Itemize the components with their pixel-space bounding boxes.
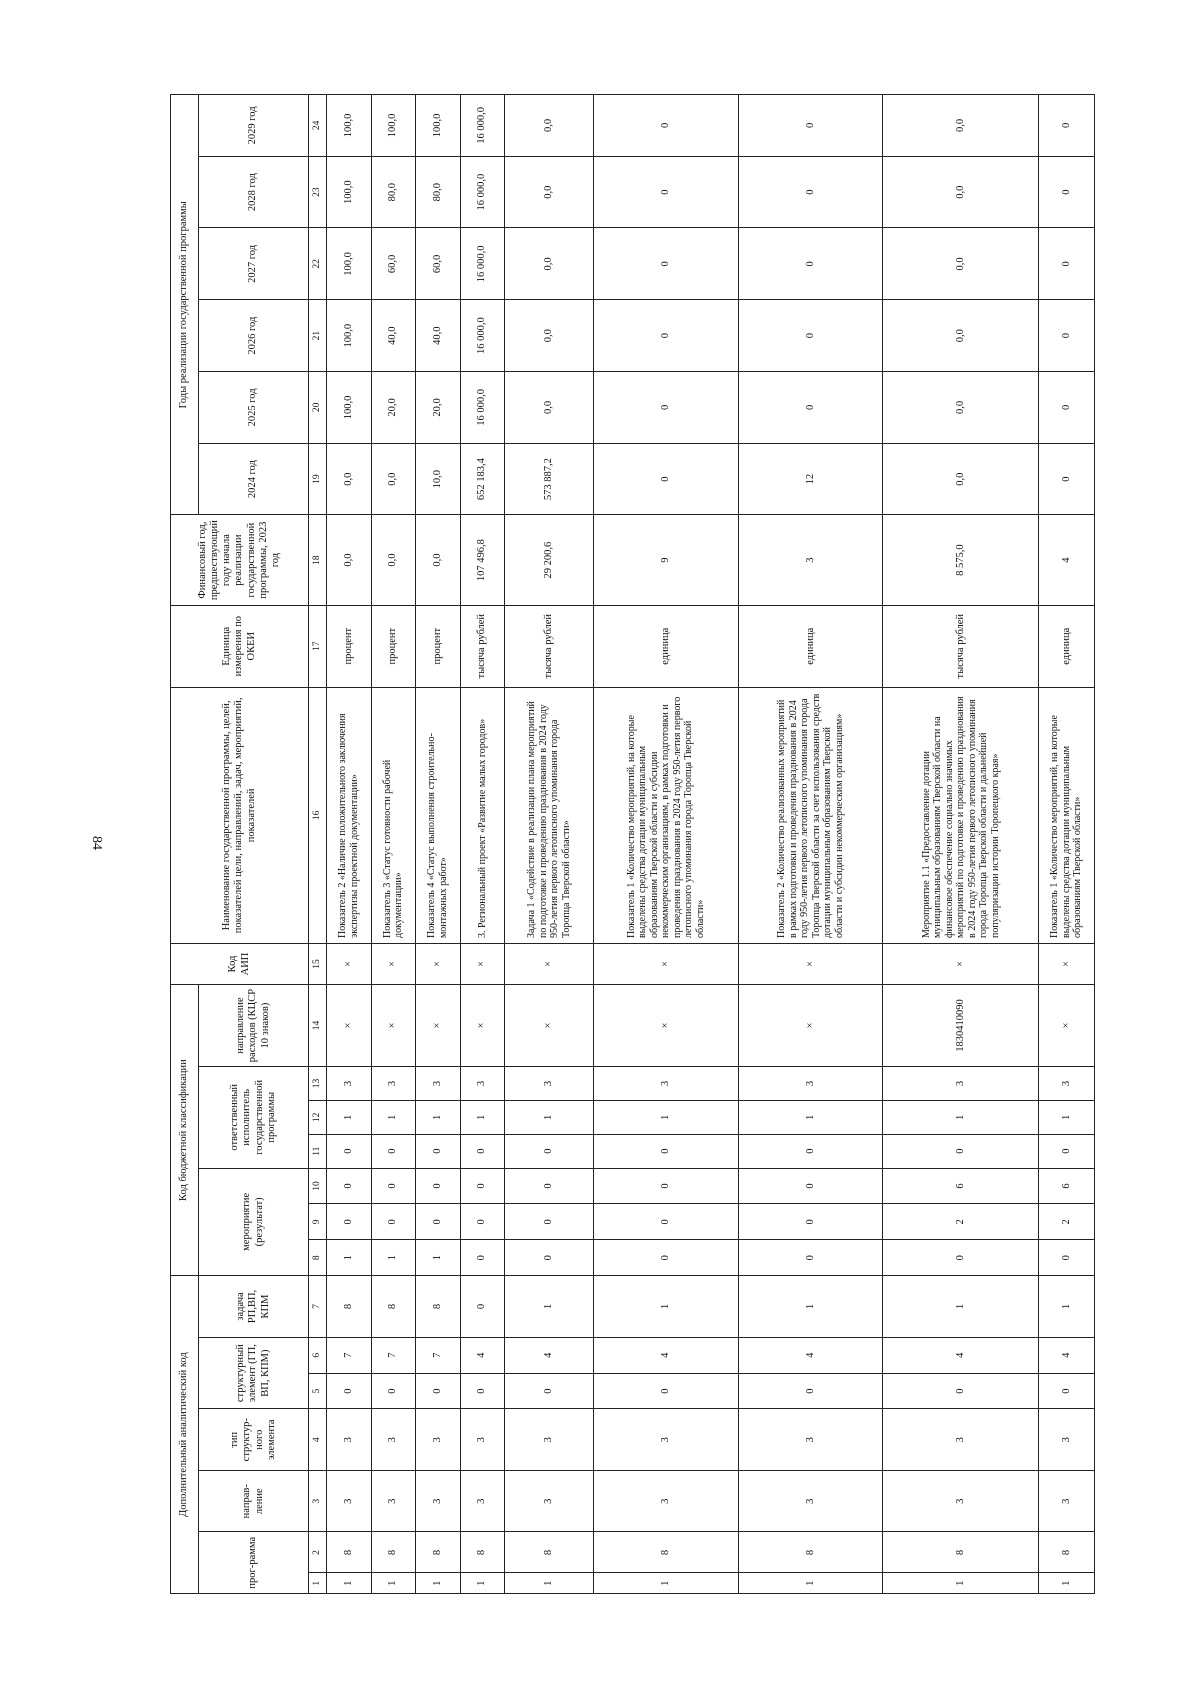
- code-cell: 6: [883, 1168, 1039, 1204]
- base-year-value: 29 200,6: [505, 515, 594, 605]
- indicator-name-cell: 3. Региональный проект «Развитие малых городов»: [460, 687, 505, 943]
- year-value: 0: [594, 228, 739, 300]
- column-number: 12: [309, 1100, 327, 1134]
- unit-cell: процент: [327, 605, 372, 687]
- year-value: 0,0: [505, 156, 594, 228]
- code-cell: 1: [594, 1276, 739, 1338]
- code-cell: 8: [738, 1532, 883, 1573]
- table-row: [738, 95, 883, 1594]
- code-cell: 3: [327, 1409, 372, 1471]
- header-group-budget: Код бюджетной классификации: [171, 985, 199, 1276]
- code-cell: 0: [594, 1240, 739, 1276]
- year-value: 16 000,0: [460, 372, 505, 444]
- year-value: 100,0: [327, 300, 372, 372]
- header-structural: структурный элемент (ГП, ВП, КПМ): [199, 1337, 309, 1409]
- code-cell: 3: [371, 1067, 416, 1101]
- code-cell: 1: [416, 1240, 461, 1276]
- header-task: задача РП,ВП, КПМ: [199, 1276, 309, 1338]
- header-base-year: Финансовый год, предшествующий году начала реализации государственной программы, 2023 год: [171, 515, 309, 605]
- year-value: 40,0: [416, 300, 461, 372]
- code-cell: 0: [371, 1373, 416, 1409]
- code-cell: 6: [1039, 1168, 1095, 1204]
- aip-cell: ×: [738, 944, 883, 985]
- code-cell: 3: [371, 1409, 416, 1471]
- code-cell: 3: [327, 1067, 372, 1101]
- code-cell: 0: [1039, 1240, 1095, 1276]
- code-cell: 3: [416, 1409, 461, 1471]
- year-value: 0,0: [883, 228, 1039, 300]
- year-value: 0: [1039, 372, 1095, 444]
- base-year-value: 0,0: [371, 515, 416, 605]
- expense-code-cell: ×: [1039, 985, 1095, 1067]
- code-cell: 3: [738, 1471, 883, 1533]
- year-value: 0: [594, 443, 739, 515]
- header-group-years: Годы реализации государственной программы: [171, 95, 199, 516]
- expense-code-cell: ×: [327, 985, 372, 1067]
- table-row: [883, 95, 1039, 1594]
- code-cell: 1: [594, 1573, 739, 1594]
- code-cell: 3: [738, 1067, 883, 1101]
- year-value: 60,0: [416, 228, 461, 300]
- year-value: 0,0: [883, 300, 1039, 372]
- year-value: 60,0: [371, 228, 416, 300]
- code-cell: 3: [594, 1067, 739, 1101]
- table-row: [460, 95, 505, 1594]
- base-year-value: 4: [1039, 515, 1095, 605]
- base-year-value: 8 575,0: [883, 515, 1039, 605]
- code-cell: 0: [1039, 1134, 1095, 1168]
- unit-cell: единица: [594, 605, 739, 687]
- code-cell: 8: [371, 1276, 416, 1338]
- base-year-value: 0,0: [327, 515, 372, 605]
- code-cell: 8: [1039, 1532, 1095, 1573]
- year-value: 0,0: [371, 443, 416, 515]
- code-cell: 0: [460, 1168, 505, 1204]
- unit-cell: тысяча рублей: [460, 605, 505, 687]
- header-measure: мероприятие (результат): [199, 1168, 309, 1276]
- indicator-name-cell: Показатель 1 «Количество мероприятий, на которые выделены средства дотации муниципальным образованиям Тверской области и субсидии некоммерческим организациям, в рамках подготовки и проведения празднования в 2024 году 950-летия первого летописного упоминания города Торопца Тверской области»: [594, 687, 739, 943]
- header-year-1: 2024 год: [199, 443, 309, 515]
- code-cell: 1: [371, 1240, 416, 1276]
- year-value: 0: [738, 95, 883, 157]
- code-cell: 1: [460, 1573, 505, 1594]
- code-cell: 0: [883, 1134, 1039, 1168]
- column-number: 16: [309, 687, 327, 943]
- code-cell: 3: [594, 1471, 739, 1533]
- code-cell: 0: [505, 1168, 594, 1204]
- unit-cell: процент: [371, 605, 416, 687]
- year-value: 0,0: [505, 300, 594, 372]
- code-cell: 1: [416, 1100, 461, 1134]
- code-cell: 1: [594, 1100, 739, 1134]
- code-cell: 0: [594, 1134, 739, 1168]
- year-value: 0: [594, 156, 739, 228]
- code-cell: 3: [883, 1067, 1039, 1101]
- aip-cell: ×: [416, 944, 461, 985]
- year-value: 0,0: [505, 228, 594, 300]
- code-cell: 1: [505, 1573, 594, 1594]
- code-cell: 0: [738, 1240, 883, 1276]
- aip-cell: ×: [883, 944, 1039, 985]
- code-cell: 3: [460, 1067, 505, 1101]
- code-cell: 1: [738, 1100, 883, 1134]
- code-cell: 0: [738, 1204, 883, 1240]
- year-value: 0,0: [505, 372, 594, 444]
- code-cell: 2: [1039, 1204, 1095, 1240]
- code-cell: 1: [883, 1276, 1039, 1338]
- column-number: 8: [309, 1240, 327, 1276]
- expense-code-cell: 1830410090: [883, 985, 1039, 1067]
- code-cell: 0: [738, 1134, 883, 1168]
- year-value: 16 000,0: [460, 156, 505, 228]
- base-year-value: 107 496,8: [460, 515, 505, 605]
- code-cell: 0: [460, 1373, 505, 1409]
- code-cell: 4: [1039, 1337, 1095, 1373]
- code-cell: 0: [505, 1134, 594, 1168]
- code-cell: 4: [505, 1337, 594, 1373]
- code-cell: 3: [505, 1471, 594, 1533]
- code-cell: 0: [594, 1373, 739, 1409]
- table-row: [1039, 95, 1095, 1594]
- header-year-5: 2028 год: [199, 156, 309, 228]
- year-value: 0: [738, 300, 883, 372]
- aip-cell: ×: [460, 944, 505, 985]
- indicator-name-cell: Мероприятие 1.1 «Предоставление дотации муниципальным образованиям Тверской области на финансовое обеспечение социально значимых мероприятий по подготовке и проведению празднования в 2024 году 950-летия первого летописного упоминания города Торопца Тверской области и дальнейшей популяризации истории Торопецкого края»: [883, 687, 1039, 943]
- code-cell: 0: [460, 1134, 505, 1168]
- year-value: 0: [1039, 156, 1095, 228]
- code-cell: 8: [327, 1276, 372, 1338]
- code-cell: 2: [883, 1204, 1039, 1240]
- year-value: 0: [594, 372, 739, 444]
- code-cell: 0: [883, 1240, 1039, 1276]
- code-cell: 1: [371, 1573, 416, 1594]
- code-cell: 0: [594, 1204, 739, 1240]
- page-number: 84: [89, 836, 104, 850]
- year-value: 0,0: [883, 156, 1039, 228]
- code-cell: 1: [1039, 1276, 1095, 1338]
- code-cell: 0: [371, 1204, 416, 1240]
- column-number: 15: [309, 944, 327, 985]
- code-cell: 0: [505, 1204, 594, 1240]
- code-cell: 3: [883, 1409, 1039, 1471]
- year-value: 0: [1039, 300, 1095, 372]
- indicator-name-cell: Показатель 4 «Статус выполнения строительно-монтажных работ»: [416, 687, 461, 943]
- indicator-name-cell: Задача 1 «Содействие в реализации плана мероприятий по подготовке и проведению празднования в 2024 году 950-летия первого летописного упоминания города Торопца Тверской области»: [505, 687, 594, 943]
- table-row: [371, 95, 416, 1594]
- code-cell: 0: [371, 1168, 416, 1204]
- code-cell: 8: [416, 1276, 461, 1338]
- year-value: 0: [594, 300, 739, 372]
- code-cell: 1: [505, 1100, 594, 1134]
- code-cell: 3: [460, 1471, 505, 1533]
- year-value: 0: [738, 228, 883, 300]
- code-cell: 3: [1039, 1067, 1095, 1101]
- code-cell: 3: [416, 1067, 461, 1101]
- code-cell: 0: [416, 1134, 461, 1168]
- header-year-2: 2025 год: [199, 372, 309, 444]
- header-type: тип структур-ного элемента: [199, 1409, 309, 1471]
- code-cell: 3: [505, 1409, 594, 1471]
- indicator-name-cell: Показатель 1 «Количество мероприятий, на которые выделены средства дотации муниципальным образованиям Тверской области»: [1039, 687, 1095, 943]
- year-value: 0,0: [327, 443, 372, 515]
- year-value: 0: [1039, 95, 1095, 157]
- code-cell: 3: [1039, 1409, 1095, 1471]
- column-number: 6: [309, 1337, 327, 1373]
- aip-cell: ×: [594, 944, 739, 985]
- code-cell: 3: [327, 1471, 372, 1533]
- header-program: прог-рамма: [199, 1532, 309, 1594]
- code-cell: 1: [327, 1573, 372, 1594]
- code-cell: 0: [327, 1134, 372, 1168]
- code-cell: 0: [738, 1373, 883, 1409]
- code-cell: 0: [883, 1373, 1039, 1409]
- year-value: 80,0: [416, 156, 461, 228]
- year-value: 100,0: [327, 156, 372, 228]
- year-value: 100,0: [327, 95, 372, 157]
- year-value: 0,0: [883, 372, 1039, 444]
- header-unit: Единица измерения по ОКЕИ: [171, 605, 309, 687]
- indicator-table: [170, 94, 1095, 1594]
- year-value: 12: [738, 443, 883, 515]
- code-cell: 7: [371, 1337, 416, 1373]
- code-cell: 3: [460, 1409, 505, 1471]
- year-value: 100,0: [327, 228, 372, 300]
- header-expense: направление расходов (КЦСР 10 знаков): [199, 985, 309, 1067]
- table-row: [505, 95, 594, 1594]
- column-number: 7: [309, 1276, 327, 1338]
- code-cell: 1: [738, 1573, 883, 1594]
- column-number: 18: [309, 515, 327, 605]
- code-cell: 0: [327, 1168, 372, 1204]
- code-cell: 8: [505, 1532, 594, 1573]
- code-cell: 1: [883, 1100, 1039, 1134]
- column-number: 22: [309, 228, 327, 300]
- year-value: 16 000,0: [460, 300, 505, 372]
- code-cell: 8: [416, 1532, 461, 1573]
- code-cell: 3: [883, 1471, 1039, 1533]
- column-number: 1: [309, 1573, 327, 1594]
- year-value: 0: [594, 95, 739, 157]
- aip-cell: ×: [371, 944, 416, 985]
- unit-cell: единица: [738, 605, 883, 687]
- aip-cell: ×: [1039, 944, 1095, 985]
- code-cell: 0: [1039, 1373, 1095, 1409]
- code-cell: 3: [1039, 1471, 1095, 1533]
- header-direction: направ-ление: [199, 1471, 309, 1533]
- code-cell: 0: [416, 1168, 461, 1204]
- code-cell: 0: [505, 1373, 594, 1409]
- code-cell: 1: [1039, 1573, 1095, 1594]
- code-cell: 3: [594, 1409, 739, 1471]
- code-cell: 0: [327, 1204, 372, 1240]
- header-year-6: 2029 год: [199, 95, 309, 157]
- table-row: [594, 95, 739, 1594]
- column-number: 21: [309, 300, 327, 372]
- year-value: 100,0: [327, 372, 372, 444]
- year-value: 0,0: [883, 95, 1039, 157]
- code-cell: 7: [416, 1337, 461, 1373]
- column-number: 5: [309, 1373, 327, 1409]
- unit-cell: тысяча рублей: [505, 605, 594, 687]
- code-cell: 1: [1039, 1100, 1095, 1134]
- column-number: 17: [309, 605, 327, 687]
- year-value: 16 000,0: [460, 95, 505, 157]
- column-number: 19: [309, 443, 327, 515]
- code-cell: 0: [416, 1204, 461, 1240]
- code-cell: 8: [594, 1532, 739, 1573]
- code-cell: 8: [460, 1532, 505, 1573]
- column-number: 9: [309, 1204, 327, 1240]
- code-cell: 3: [505, 1067, 594, 1101]
- header-executor: ответственный исполнитель государственной программы: [199, 1067, 309, 1168]
- header-year-4: 2027 год: [199, 228, 309, 300]
- code-cell: 4: [738, 1337, 883, 1373]
- column-number: 3: [309, 1471, 327, 1533]
- code-cell: 4: [460, 1337, 505, 1373]
- year-value: 80,0: [371, 156, 416, 228]
- header-group-analytic: Дополнительный аналитический код: [171, 1276, 199, 1594]
- base-year-value: 0,0: [416, 515, 461, 605]
- year-value: 652 183,4: [460, 443, 505, 515]
- landscape-table-wrapper: [170, 94, 1095, 1594]
- unit-cell: тысяча рублей: [883, 605, 1039, 687]
- code-cell: 8: [371, 1532, 416, 1573]
- code-cell: 0: [460, 1276, 505, 1338]
- code-cell: 3: [416, 1471, 461, 1533]
- expense-code-cell: ×: [371, 985, 416, 1067]
- aip-cell: ×: [327, 944, 372, 985]
- code-cell: 0: [505, 1240, 594, 1276]
- expense-code-cell: ×: [594, 985, 739, 1067]
- code-cell: 0: [327, 1373, 372, 1409]
- header-year-3: 2026 год: [199, 300, 309, 372]
- code-cell: 1: [327, 1100, 372, 1134]
- code-cell: 1: [327, 1240, 372, 1276]
- year-value: 16 000,0: [460, 228, 505, 300]
- expense-code-cell: ×: [416, 985, 461, 1067]
- code-cell: 1: [460, 1100, 505, 1134]
- year-value: 20,0: [371, 372, 416, 444]
- year-value: 40,0: [371, 300, 416, 372]
- code-cell: 8: [327, 1532, 372, 1573]
- year-value: 0: [1039, 443, 1095, 515]
- year-value: 0: [1039, 228, 1095, 300]
- year-value: 573 887,2: [505, 443, 594, 515]
- year-value: 0,0: [883, 443, 1039, 515]
- base-year-value: 9: [594, 515, 739, 605]
- table-row: [416, 95, 461, 1594]
- code-cell: 8: [883, 1532, 1039, 1573]
- year-value: 0: [738, 372, 883, 444]
- column-number: 24: [309, 95, 327, 157]
- code-cell: 0: [460, 1204, 505, 1240]
- year-value: 20,0: [416, 372, 461, 444]
- code-cell: 0: [738, 1168, 883, 1204]
- table-row: [327, 95, 372, 1594]
- code-cell: 0: [371, 1134, 416, 1168]
- unit-cell: процент: [416, 605, 461, 687]
- year-value: 0,0: [505, 95, 594, 157]
- year-value: 10,0: [416, 443, 461, 515]
- indicator-name-cell: Показатель 2 «Количество реализованных мероприятий в рамках подготовки и проведения празднования в 2024 году 950-летия первого летописного упоминания города Торопца Тверской области за счет использования средств дотации муниципальным образованиям Тверской области и субсидии некоммерческим организациям»: [738, 687, 883, 943]
- code-cell: 0: [594, 1168, 739, 1204]
- column-number: 4: [309, 1409, 327, 1471]
- aip-cell: ×: [505, 944, 594, 985]
- code-cell: 0: [460, 1240, 505, 1276]
- expense-code-cell: ×: [738, 985, 883, 1067]
- column-number: 2: [309, 1532, 327, 1573]
- code-cell: 7: [327, 1337, 372, 1373]
- code-cell: 3: [738, 1409, 883, 1471]
- expense-code-cell: ×: [460, 985, 505, 1067]
- code-cell: 1: [371, 1100, 416, 1134]
- year-value: 100,0: [371, 95, 416, 157]
- header-name: Наименование государственной программы, целей, показателей цели, направлений, задач, мероприятий, показателей: [171, 687, 309, 943]
- code-cell: 4: [594, 1337, 739, 1373]
- code-cell: 3: [371, 1471, 416, 1533]
- indicator-name-cell: Показатель 2 «Наличие положительного заключения экспертизы проектной документации»: [327, 687, 372, 943]
- code-cell: 4: [883, 1337, 1039, 1373]
- year-value: 100,0: [416, 95, 461, 157]
- code-cell: 1: [738, 1276, 883, 1338]
- base-year-value: 3: [738, 515, 883, 605]
- unit-cell: единица: [1039, 605, 1095, 687]
- expense-code-cell: ×: [505, 985, 594, 1067]
- column-number: 11: [309, 1134, 327, 1168]
- column-number: 14: [309, 985, 327, 1067]
- code-cell: 1: [416, 1573, 461, 1594]
- code-cell: 1: [883, 1573, 1039, 1594]
- year-value: 0: [738, 156, 883, 228]
- column-number: 13: [309, 1067, 327, 1101]
- code-cell: 1: [505, 1276, 594, 1338]
- indicator-name-cell: Показатель 3 «Статус готовности рабочей документации»: [371, 687, 416, 943]
- column-number: 23: [309, 156, 327, 228]
- column-number: 10: [309, 1168, 327, 1204]
- code-cell: 0: [416, 1373, 461, 1409]
- column-number: 20: [309, 372, 327, 444]
- header-aip: Код АИП: [171, 944, 309, 985]
